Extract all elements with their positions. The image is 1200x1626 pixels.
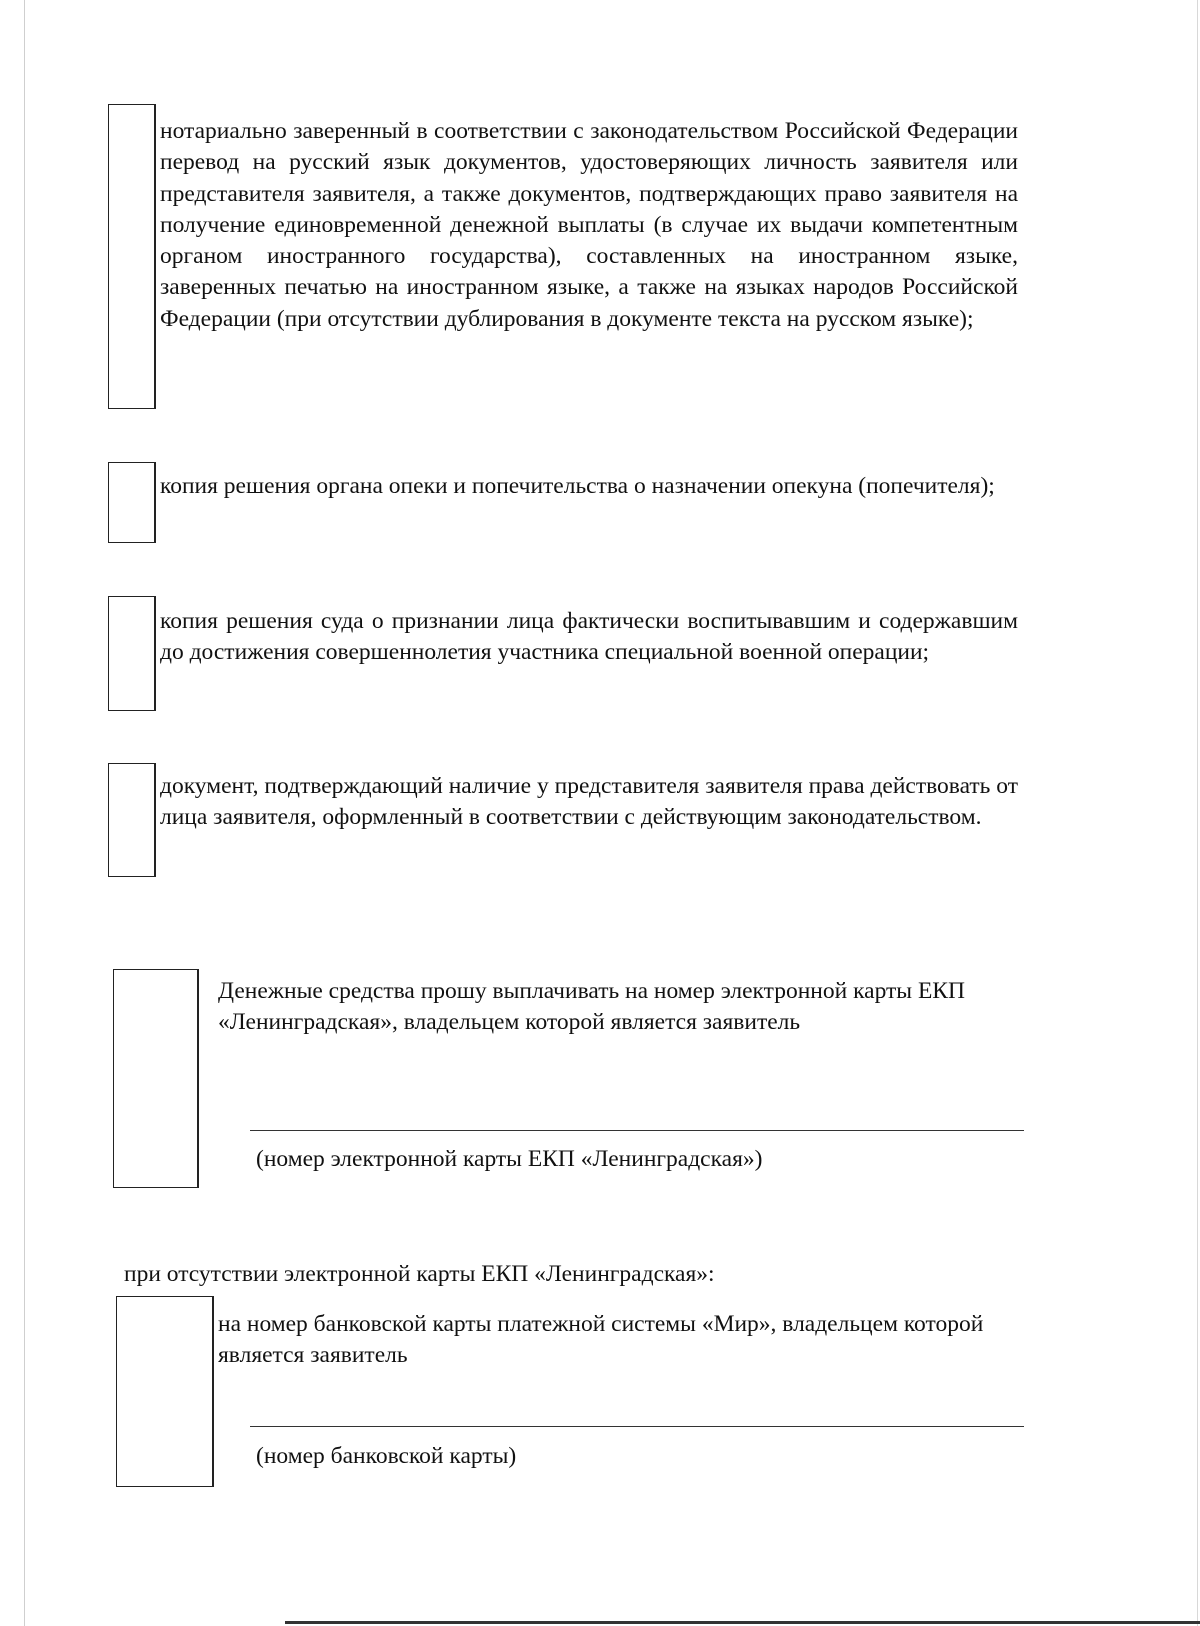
page-edge-left bbox=[24, 0, 25, 1626]
item-notarized-translation: нотариально заверенный в соответствии с законодательством Российской Федерации перевод на русский язык документов, удостоверяющих личность заявителя или представителя заявителя, а также документов, подтверждающих право заявителя на получение единовременной денежной выплаты (в случае их выдачи компетентным органом иностранного государства), составленных на иностранном языке, заверенных печатью на иностранном языке, а также на языках народов Российской Федерации (при отсутствии дублирования в документе текста на русском языке); bbox=[160, 118, 1018, 332]
page-edge-right bbox=[1197, 0, 1198, 1626]
checkbox-ekp-card[interactable] bbox=[113, 969, 199, 1188]
item-court-decision: копия решения суда о признании лица фактически воспитывавшим и содержавшим до достижения совершеннолетия участника специальной военной операции; bbox=[160, 608, 1018, 666]
checkbox-representative-authority[interactable] bbox=[108, 763, 156, 877]
bank-card-number-caption: (номер банковской карты) bbox=[256, 1443, 517, 1469]
ekp-card-number-caption: (номер электронной карты ЕКП «Ленинградская») bbox=[256, 1146, 763, 1172]
page-bottom-rule bbox=[285, 1621, 1200, 1624]
checkbox-bank-card[interactable] bbox=[116, 1296, 214, 1487]
bank-card-text: на номер банковской карты платежной системы «Мир», владельцем которой является заявитель bbox=[218, 1311, 984, 1369]
ekp-card-text: Денежные средства прошу выплачивать на номер электронной карты ЕКП «Ленинградская», владельцем которой является заявитель bbox=[218, 978, 965, 1036]
checkbox-notarized-translation[interactable] bbox=[108, 104, 156, 409]
item-representative-authority: документ, подтверждающий наличие у представителя заявителя права действовать от лица заявителя, оформленный в соответствии с действующим законодательством. bbox=[160, 773, 1018, 831]
ekp-card-number-line[interactable] bbox=[250, 1130, 1024, 1131]
no-ekp-card-note: при отсутствии электронной карты ЕКП «Ленинградская»: bbox=[124, 1261, 715, 1287]
checkbox-guardianship-decision[interactable] bbox=[108, 462, 156, 543]
checkbox-court-decision[interactable] bbox=[108, 596, 156, 711]
bank-card-number-line[interactable] bbox=[250, 1426, 1024, 1427]
item-guardianship-decision: копия решения органа опеки и попечительства о назначении опекуна (попечителя); bbox=[160, 473, 995, 499]
